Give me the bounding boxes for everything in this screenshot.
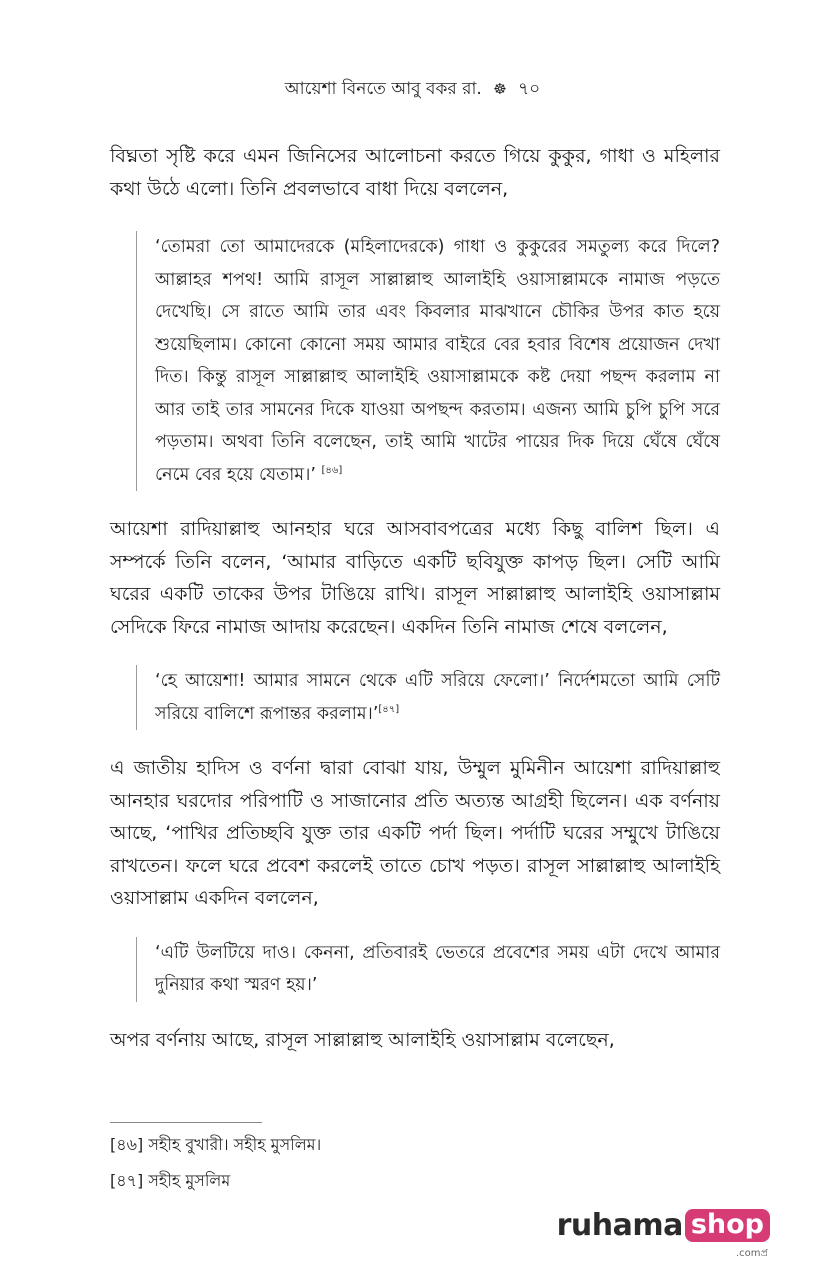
page-header	[0, 76, 825, 104]
paragraph: বিঘ্নতা সৃষ্টি করে এমন জিনিসের আলোচনা করতে গিয়ে কুকুর, গাধা ও মহিলার কথা উঠে এলো। তিনি প্রবলভাবে বাধা দিয়ে বললেন,	[110, 145, 720, 200]
footnote-divider	[110, 1122, 262, 1123]
footnote: [৪৬] সহীহ বুখারী। সহীহ মুসলিম।	[110, 1135, 322, 1154]
logo-text: ruhama	[556, 1208, 683, 1243]
logo-suffix: .comপ্র	[735, 1248, 768, 1259]
running-title: আয়েশা বিনতে আবু বকর রা.	[284, 79, 482, 99]
quote-text: ‘হে আয়েশা! আমার সামনে থেকে এটি সরিয়ে ফেলো।’ নির্দেশমতো আমি সেটি সরিয়ে বালিশে রূপান্তর করলাম।’	[155, 671, 720, 724]
footnote-ref[interactable]: [৪৬]	[321, 464, 343, 476]
blockquote	[136, 937, 720, 1002]
blockquote	[136, 231, 720, 491]
page-number: ৭০	[518, 79, 541, 99]
paragraph: এ জাতীয় হাদিস ও বর্ণনা দ্বারা বোঝা যায়, উম্মুল মুমিনীন আয়েশা রাদিয়াল্লাহু আনহার ঘরদোর পরিপাটি ও সাজানোর প্রতি অত্যন্ত আগ্রহী ছিলেন। এক বর্ণনায় আছে, ‘পাখির প্রতিচ্ছবি যুক্ত তার একটি পর্দা ছিল। পর্দাটি ঘরের সম্মুখে টাঙিয়ে রাখতেন। ফলে ঘরে প্রবেশ করলেই তাতে চোখ পড়ত। রাসূল সাল্লাল্লাহু আলাইহি ওয়াসাল্লাম একদিন বললেন,	[110, 757, 720, 909]
quote-text: ‘এটি উলটিয়ে দাও। কেননা, প্রতিবারই ভেতরে প্রবেশের সময় এটা দেখে আমার দুনিয়ার কথা স্মরণ হয়।’	[155, 942, 720, 995]
footnote: [৪৭] সহীহ মুসলিম	[110, 1171, 231, 1190]
blockquote	[136, 665, 720, 730]
quote-text: ‘তোমরা তো আমাদেরকে (মহিলাদেরকে) গাধা ও কুকুরের সমতুল্য করে দিলে? আল্লাহর শপথ! আমি রাসূল সাল্লাল্লাহু আলাইহি ওয়াসাল্লামকে নামাজ পড়তে দেখেছি। সে রাতে আমি তার এবং কিবলার মাঝখানে চৌকির উপর কাত হয়ে শুয়েছিলাম। কোনো কোনো সময় আমার বাইরে বের হবার বিশেষ প্রয়োজন দেখা দিত। কিন্তু রাসূল সাল্লাল্লাহু আলাইহি ওয়াসাল্লামকে কষ্ট দেয়া পছন্দ করলাম না আর তাই তার সামনের দিকে যাওয়া অপছন্দ করতাম। এজন্য আমি চুপি চুপি সরে পড়তাম। অথবা তিনি বলেছেন, তাই আমি খাটের পায়ের দিক দিয়ে ঘেঁষে ঘেঁষে নেমে বের হয়ে যেতাম।’	[155, 237, 720, 485]
logo-badge: shop	[685, 1209, 770, 1242]
page-body	[110, 140, 720, 1056]
separator-icon: ☸	[493, 80, 507, 98]
paragraph: আয়েশা রাদিয়াল্লাহু আনহার ঘরে আসবাবপত্রের মধ্যে কিছু বালিশ ছিল। এ সম্পর্কে তিনি বলেন, ‘আমার বাড়িতে একটি ছবিযুক্ত কাপড় ছিল। সেটি আমি ঘরের একটি তাকের উপর টাঙিয়ে রাখি। রাসূল সাল্লাল্লাহু আলাইহি ওয়াসাল্লাম সেদিকে ফিরে নামাজ আদায় করেছেন। একদিন তিনি নামাজ শেষে বললেন,	[110, 518, 720, 638]
footnote-ref[interactable]: [৪৭]	[378, 703, 400, 715]
ruhamashop-logo	[556, 1208, 770, 1259]
paragraph: অপর বর্ণনায় আছে, রাসূল সাল্লাল্লাহু আলাইহি ওয়াসাল্লাম বলেছেন,	[110, 1028, 615, 1051]
footnotes	[110, 1122, 720, 1205]
